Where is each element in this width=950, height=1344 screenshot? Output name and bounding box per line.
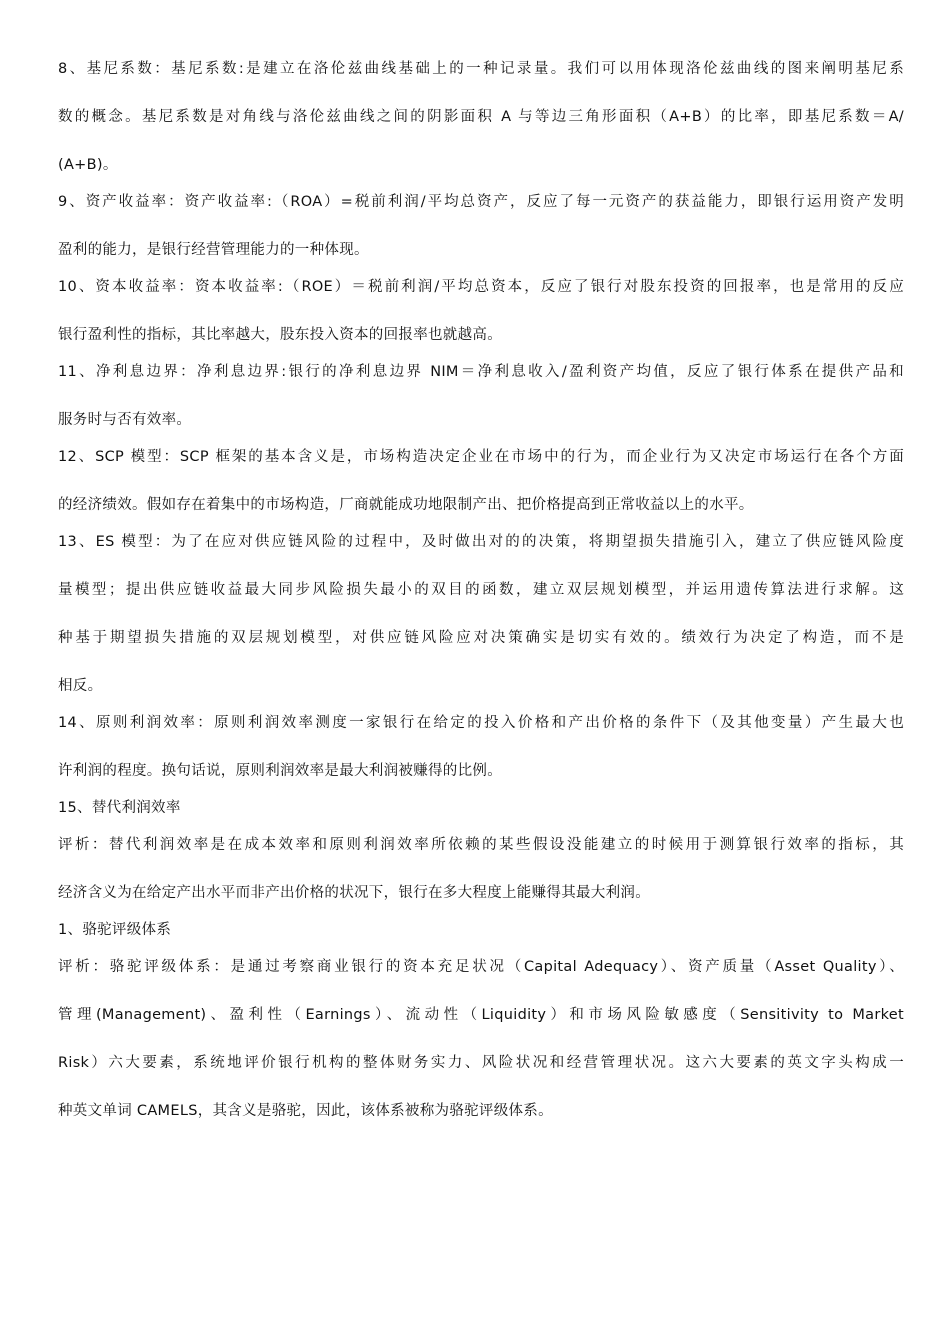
text-line-roa-1: 9、资产收益率：资产收益率:（ROA）=税前利润/平均总资产，反应了每一元资产的获益能力，即银行运用资产发明 <box>58 194 904 210</box>
text-line-gini-3: (A+B)。 <box>58 157 118 173</box>
text-line-roa-2: 盈利的能力，是银行经营管理能力的一种体现。 <box>58 242 369 258</box>
text-line-standard-profit-2: 许利润的程度。换句话说，原则利润效率是最大利润被赚得的比例。 <box>58 763 502 779</box>
section-heading-alternative-profit: 15、替代利润效率 <box>58 800 181 816</box>
text-line-es-2: 量模型；提出供应链收益最大同步风险损失最小的双目的函数，建立双层规划模型，并运用遗传算法进行求解。这 <box>58 582 904 598</box>
text-line-camels-4: 种英文单词 CAMELS，其含义是骆驼，因此，该体系被称为骆驼评级体系。 <box>58 1103 553 1119</box>
text-line-roe-2: 银行盈利性的指标，其比率越大，股东投入资本的回报率也就越高。 <box>58 327 502 343</box>
section-heading-camels: 1、骆驼评级体系 <box>58 922 172 938</box>
text-line-alternative-profit-2: 经济含义为在给定产出水平而非产出价格的状况下，银行在多大程度上能赚得其最大利润。 <box>58 885 650 901</box>
text-line-standard-profit-1: 14、原则利润效率：原则利润效率测度一家银行在给定的投入价格和产出价格的条件下（及其他变量）产生最大也 <box>58 715 904 731</box>
text-line-nim-1: 11、净利息边界：净利息边界:银行的净利息边界 NIM＝净利息收入/盈利资产均值，反应了银行体系在提供产品和 <box>58 364 904 380</box>
text-line-gini-2: 数的概念。基尼系数是对角线与洛伦兹曲线之间的阴影面积 A 与等边三角形面积（A+B）的比率，即基尼系数＝A/ <box>58 109 904 125</box>
text-line-camels-1: 评析：骆驼评级体系：是通过考察商业银行的资本充足状况（Capital Adequacy）、资产质量（Asset Quality）、 <box>58 959 904 975</box>
text-line-es-1: 13、ES 模型：为了在应对供应链风险的过程中，及时做出对的的决策，将期望损失措施引入，建立了供应链风险度 <box>58 534 904 550</box>
text-line-es-4: 相反。 <box>58 678 103 694</box>
text-line-roe-1: 10、资本收益率：资本收益率:（ROE）＝税前利润/平均总资本，反应了银行对股东投资的回报率，也是常用的反应 <box>58 279 904 295</box>
text-line-camels-3: Risk）六大要素，系统地评价银行机构的整体财务实力、风险状况和经营管理状况。这六大要素的英文字头构成一 <box>58 1055 904 1071</box>
text-line-gini-1: 8、基尼系数：基尼系数:是建立在洛伦兹曲线基础上的一种记录量。我们可以用体现洛伦兹曲线的图来阐明基尼系 <box>58 61 904 77</box>
text-line-es-3: 种基于期望损失措施的双层规划模型，对供应链风险应对决策确实是切实有效的。绩效行为决定了构造，而不是 <box>58 630 904 646</box>
text-line-camels-2: 管理(Management)、盈利性（Earnings）、流动性（Liquidity）和市场风险敏感度（Sensitivity to Market <box>58 1007 904 1023</box>
text-line-alternative-profit-1: 评析：替代利润效率是在成本效率和原则利润效率所依赖的某些假设没能建立的时候用于测算银行效率的指标，其 <box>58 837 904 853</box>
text-line-scp-2: 的经济绩效。假如存在着集中的市场构造，厂商就能成功地限制产出、把价格提高到正常收益以上的水平。 <box>58 497 754 513</box>
text-line-nim-2: 服务时与否有效率。 <box>58 412 192 428</box>
text-line-scp-1: 12、SCP 模型：SCP 框架的基本含义是，市场构造决定企业在市场中的行为，而企业行为又决定市场运行在各个方面 <box>58 449 904 465</box>
document-page <box>58 55 904 1125</box>
